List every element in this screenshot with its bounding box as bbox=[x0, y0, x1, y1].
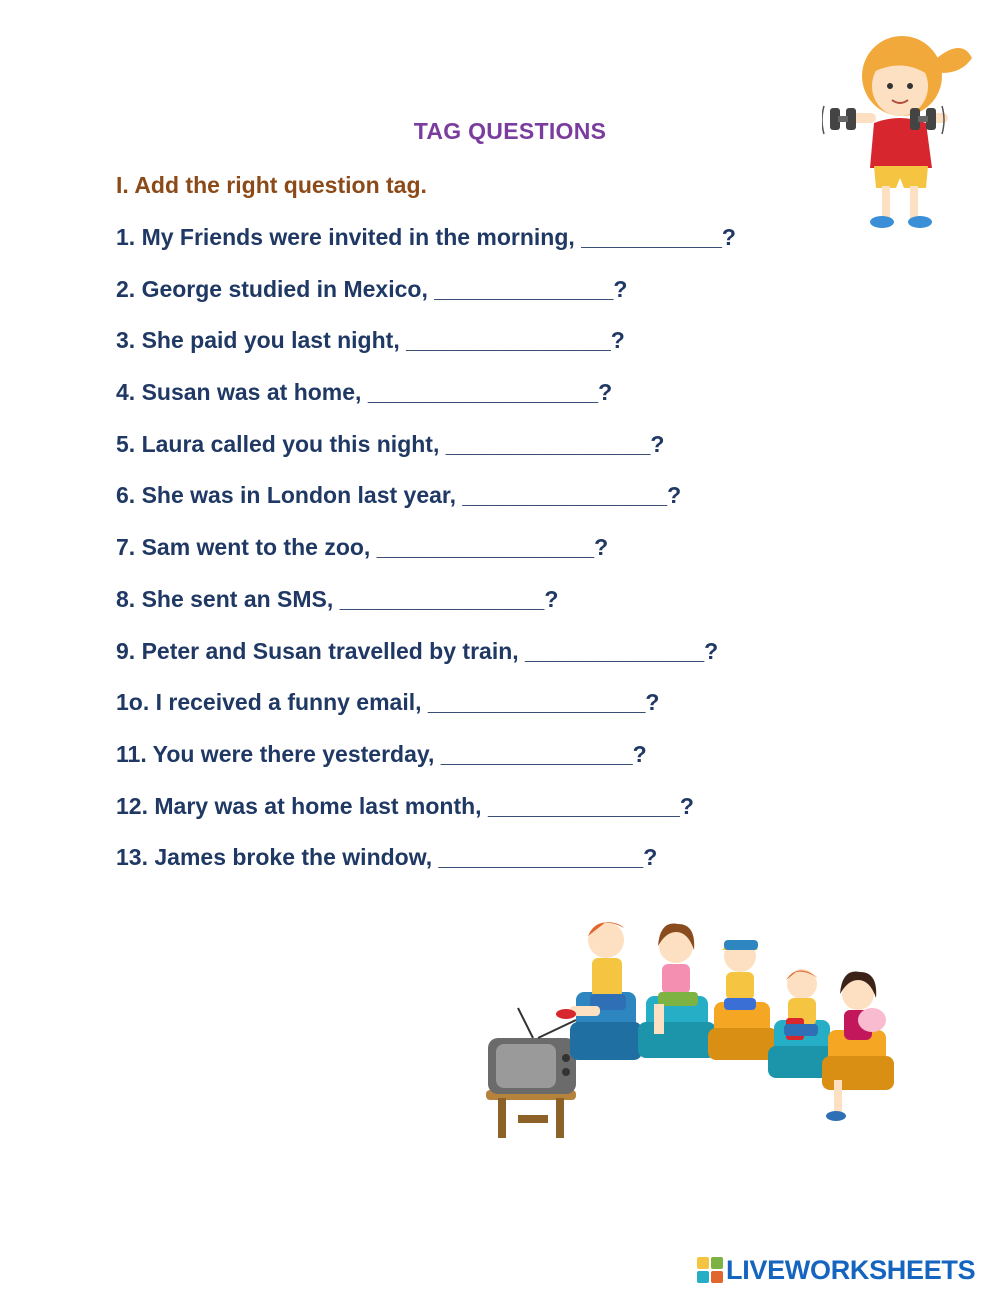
question-item bbox=[116, 687, 736, 739]
question-item bbox=[116, 584, 736, 636]
instruction-heading: I. Add the right question tag. bbox=[116, 172, 427, 198]
answer-blank[interactable]: ________________ bbox=[445, 430, 651, 457]
answer-blank[interactable]: __________________ bbox=[367, 379, 599, 406]
question-mark: ? bbox=[704, 637, 719, 664]
question-text: 4. Susan was at home, bbox=[116, 379, 368, 406]
question-mark: ? bbox=[721, 224, 736, 250]
answer-blank[interactable]: ________________ bbox=[438, 844, 644, 871]
question-mark: ? bbox=[643, 844, 658, 871]
question-text: 5. Laura called you this night, bbox=[116, 430, 446, 457]
question-mark: ? bbox=[610, 327, 625, 354]
worksheet-title: TAG QUESTIONS bbox=[413, 118, 607, 144]
question-item bbox=[116, 532, 736, 584]
question-mark: ? bbox=[679, 792, 694, 819]
answer-blank[interactable]: ___________ bbox=[581, 224, 722, 250]
question-text: 7. Sam went to the zoo, bbox=[116, 534, 377, 561]
answer-blank[interactable]: ________________ bbox=[406, 327, 611, 354]
question-mark: ? bbox=[667, 482, 682, 509]
question-text: 3. She paid you last night, bbox=[116, 327, 407, 354]
liveworksheets-logo-text: LIVEWORKSHEETS bbox=[726, 1254, 976, 1285]
question-mark: ? bbox=[598, 379, 613, 406]
question-mark: ? bbox=[650, 430, 665, 457]
question-text: 8. She sent an SMS, bbox=[116, 585, 340, 612]
question-list bbox=[116, 222, 736, 894]
question-text: 6. She was in London last year, bbox=[116, 482, 463, 509]
question-mark: ? bbox=[645, 689, 660, 716]
question-mark: ? bbox=[594, 534, 609, 561]
answer-blank[interactable]: _______________ bbox=[487, 792, 680, 819]
answer-blank[interactable]: ________________ bbox=[339, 585, 545, 612]
question-item bbox=[116, 480, 736, 532]
question-text: 13. James broke the window, bbox=[116, 844, 439, 871]
girl-with-dumbbells-illustration bbox=[822, 28, 987, 233]
question-item bbox=[116, 429, 736, 481]
liveworksheets-logo bbox=[697, 1252, 975, 1288]
question-text: 12. Mary was at home last month, bbox=[116, 792, 488, 819]
question-mark: ? bbox=[544, 585, 559, 612]
answer-blank[interactable]: _______________ bbox=[440, 740, 633, 767]
answer-blank[interactable]: ________________ bbox=[462, 482, 668, 509]
question-mark: ? bbox=[613, 275, 628, 302]
question-text: 2. George studied in Mexico, bbox=[116, 275, 435, 302]
question-mark: ? bbox=[632, 740, 647, 767]
liveworksheets-logo-icon bbox=[697, 1257, 723, 1283]
question-text: 9. Peter and Susan travelled by train, bbox=[116, 637, 526, 664]
answer-blank[interactable]: _________________ bbox=[376, 534, 595, 561]
answer-blank[interactable]: _________________ bbox=[427, 689, 646, 716]
answer-blank[interactable]: ______________ bbox=[525, 637, 705, 664]
question-item bbox=[116, 739, 736, 791]
children-watching-tv-illustration bbox=[478, 910, 908, 1160]
question-item bbox=[116, 636, 736, 688]
question-item bbox=[116, 842, 736, 894]
question-text: 1o. I received a funny email, bbox=[116, 689, 428, 716]
question-item bbox=[116, 791, 736, 843]
answer-blank[interactable]: ______________ bbox=[434, 275, 614, 302]
question-item bbox=[116, 325, 736, 377]
question-item bbox=[116, 222, 736, 274]
question-text: 1. My Friends were invited in the morning, bbox=[116, 224, 582, 250]
question-item bbox=[116, 377, 736, 429]
question-text: 11. You were there yesterday, bbox=[116, 740, 441, 767]
question-item bbox=[116, 274, 736, 326]
